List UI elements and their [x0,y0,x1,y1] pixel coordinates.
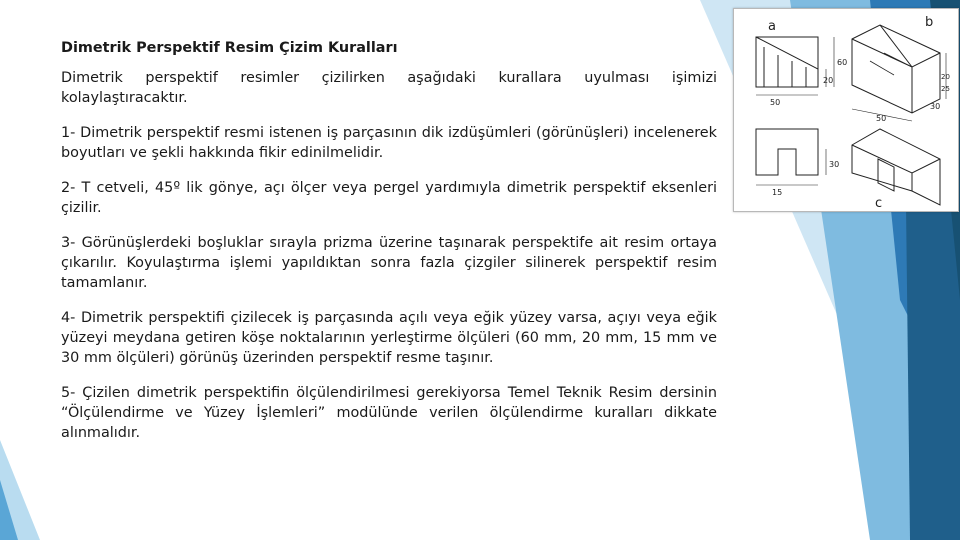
technical-drawing-figure [733,8,959,212]
figure-label-c: c [875,196,883,211]
view-c-top [756,129,826,185]
paragraph-rule-2: 2- T cetveli, 45º lik gönye, açı ölçer veya pergel yardımıyla dimetrik perspektif eksenleri çizilir. [61,180,717,216]
dim-b-width: 50 [876,114,887,123]
paragraph-rule-5: 5- Çizilen dimetrik perspektifin ölçülendirilmesi gerekiyorsa Temel Teknik Resim dersinin “Ölçülendirme ve Yüzey İşlemleri” modülünde verilen ölçülendirme kuralları dikkate alınmalıdır. [61,385,717,441]
figure-label-a: a [768,19,776,34]
dim-front-height: 20 [823,76,834,85]
dim-b-25: 25 [941,85,950,93]
dim-slot-height: 30 [829,160,840,169]
dim-front-width: 50 [770,98,781,107]
view-c-perspective [852,129,940,205]
paragraph-rule-1: 1- Dimetrik perspektif resmi istenen iş parçasının dik izdüşümleri (görünüşleri) incelenerek boyutları ve şekli hakkında fikir edinilmelidir. [61,125,717,161]
paragraph-rule-3: 3- Görünüşlerdeki boşluklar sırayla prizma üzerine taşınarak perspektife ait resim ortaya çıkarılır. Koyulaştırma işlemi yapıldıktan sonra fazla çizgiler silinerek perspektif resim tamamlanır. [61,235,717,291]
page-title: Dimetrik Perspektif Resim Çizim Kuralları [61,40,398,56]
dim-slot-offset: 15 [772,188,783,197]
dim-b-30: 30 [930,102,941,111]
paragraph-intro: Dimetrik perspektif resimler çizilirken aşağıdaki kurallara uyulması işimizi kolaylaştıracaktır. [61,70,717,106]
view-a-front [756,37,834,95]
dim-side-height: 60 [837,58,848,67]
paragraph-rule-4: 4- Dimetrik perspektifi çizilecek iş parçasında açılı veya eğik yüzey varsa, açıyı veya eğik yüzeyi meydana getiren köşe noktalarının yerleştirme ölçüleri (60 mm, 20 mm, 15 mm ve 30 mm ölçüleri) görünüş üzerinden perspektif resme taşınır. [61,310,717,366]
dim-b-20: 20 [941,73,950,81]
figure-label-b: b [925,15,934,30]
drawing-canvas [734,9,958,211]
content-area [61,38,717,458]
